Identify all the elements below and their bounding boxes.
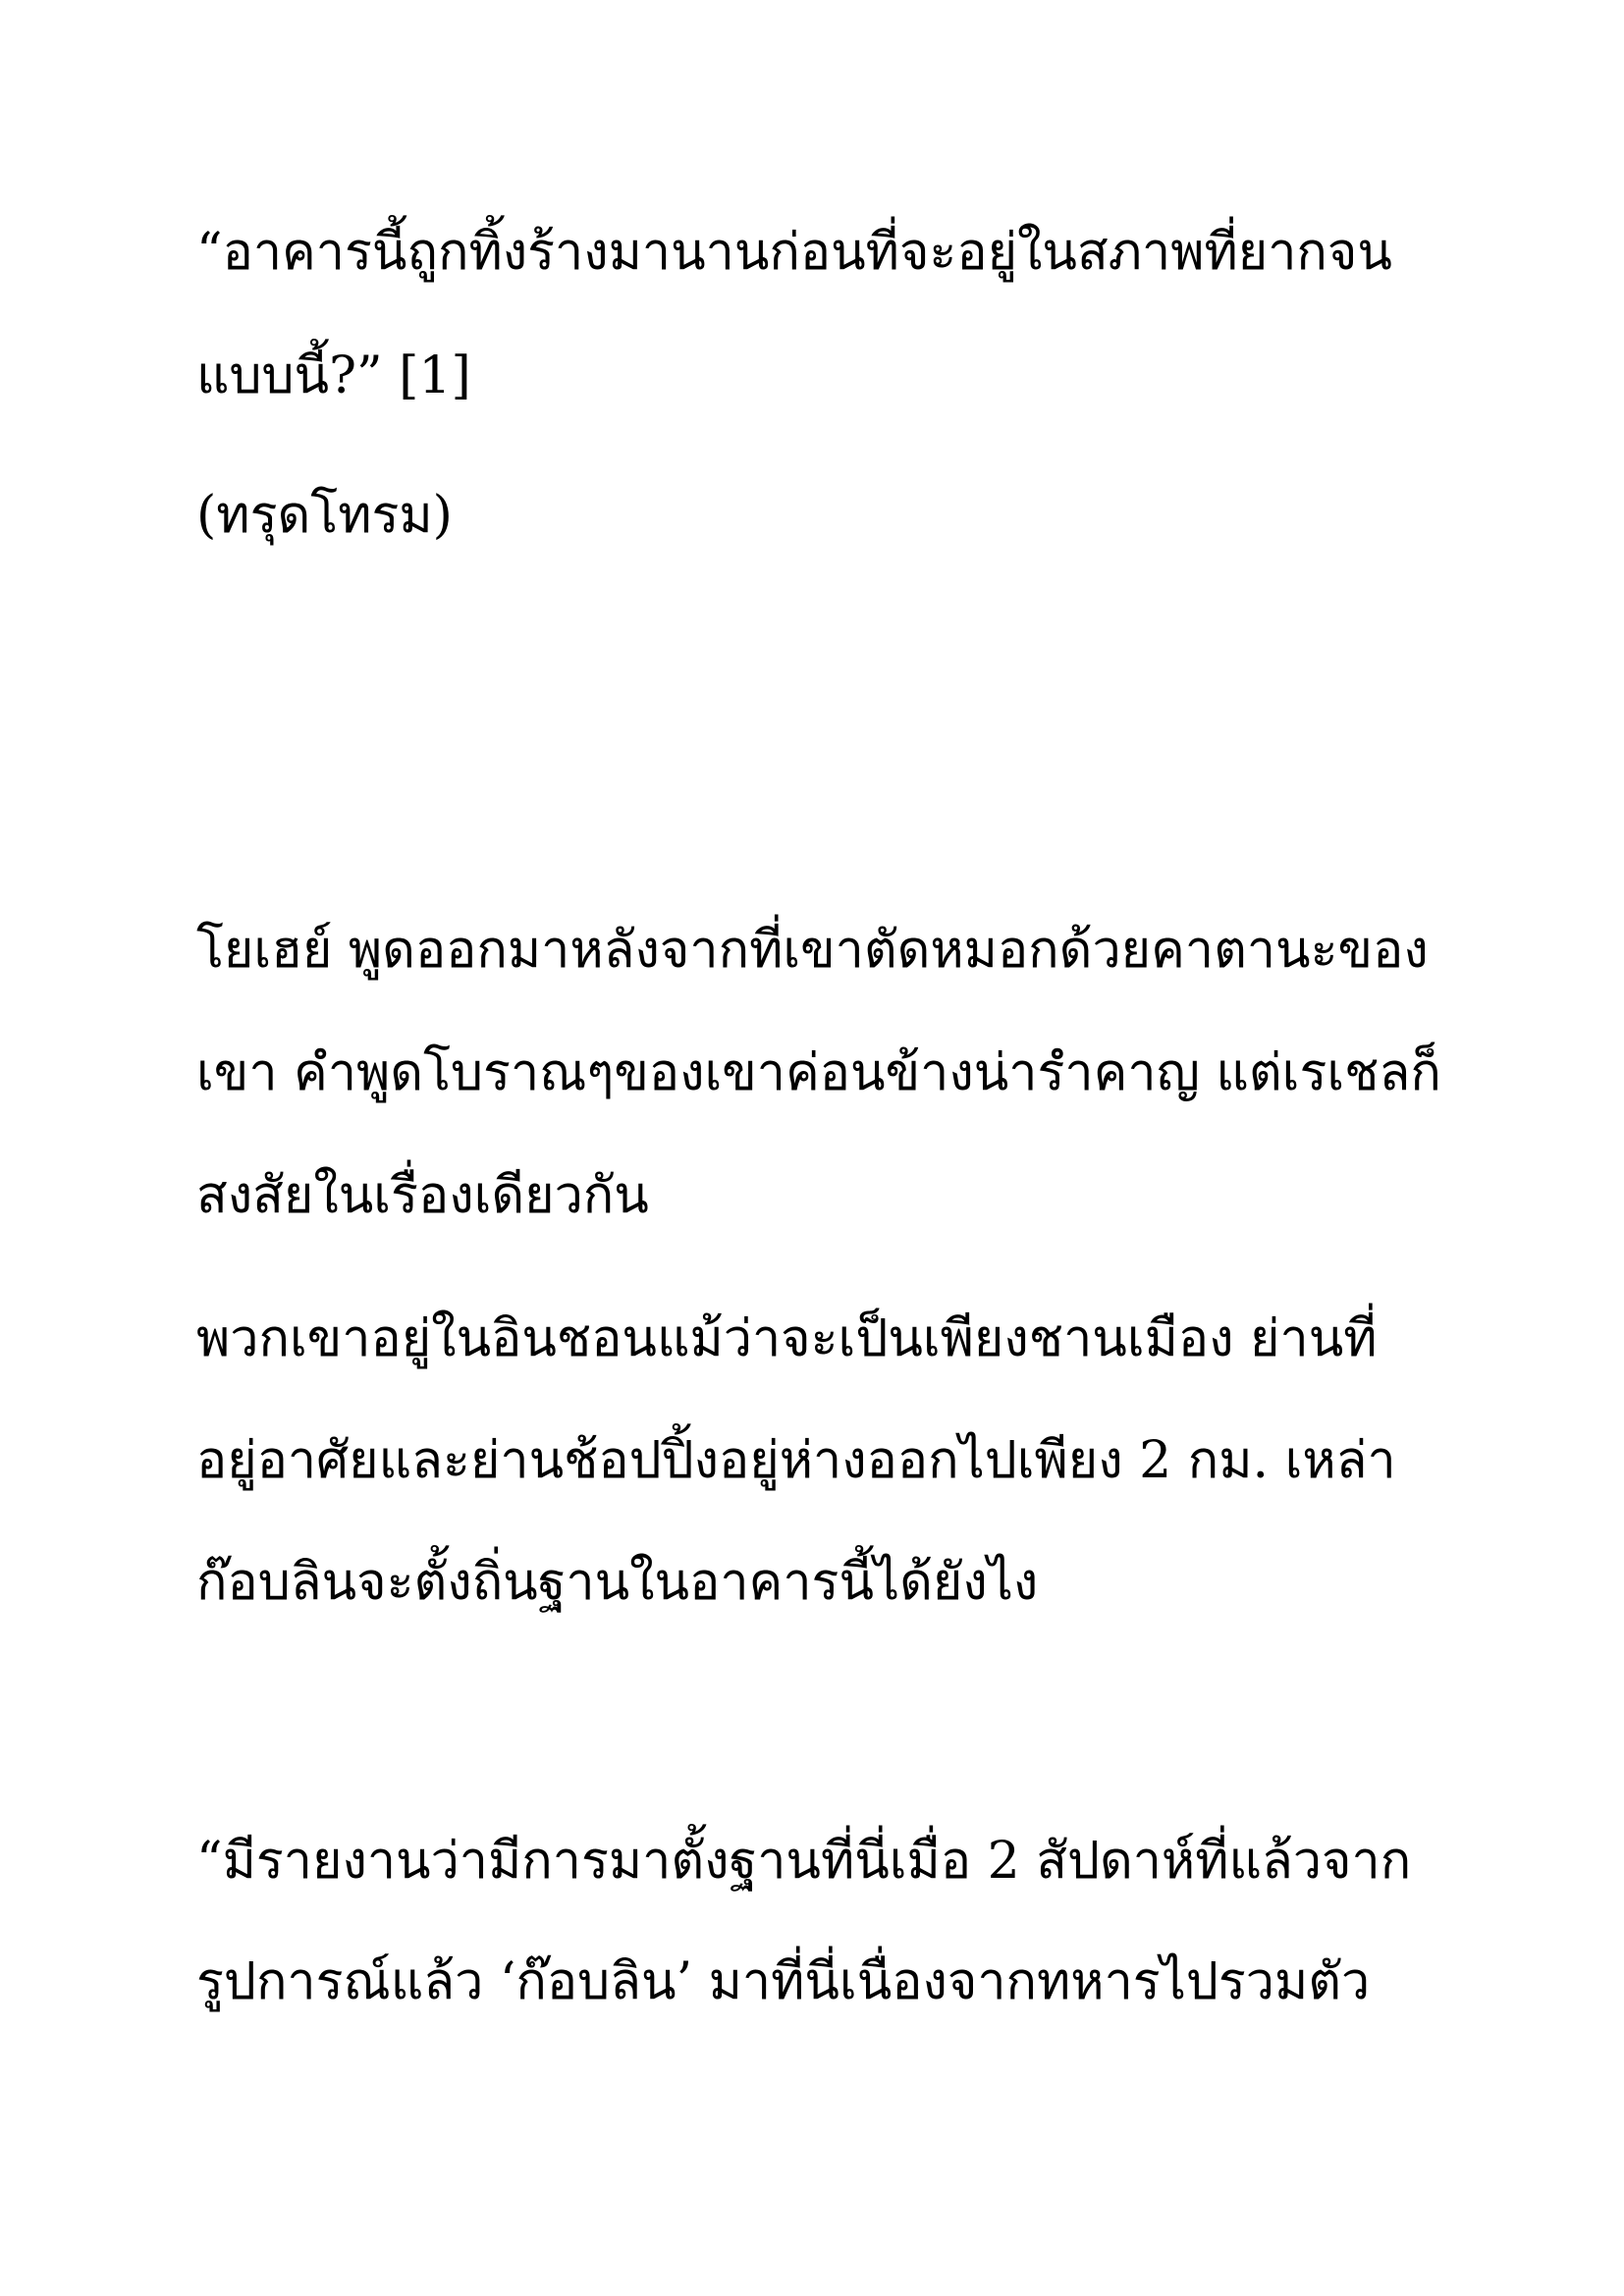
text-line: เขา คำพูดโบราณๆของเขาค่อนข้างน่ารำคาญ แต่เรเชลก็ xyxy=(196,1043,1441,1102)
text-line: พวกเขาอยู่ในอินชอนแม้ว่าจะเป็นเพียงชานเมือง ย่านที่ xyxy=(196,1309,1378,1368)
text-line: รูปการณ์แล้ว ‘ก๊อบลิน’ มาที่นี่เนื่องจากทหารไปรวมตัว xyxy=(196,1952,1371,2011)
text-line: ก๊อบลินจะตั้งถิ่นฐานในอาคารนี้ได้ยังไง xyxy=(196,1553,1039,1612)
text-line: แบบนี้?” [1] xyxy=(196,347,471,405)
text-line: “อาคารนี้ถูกทิ้งร้างมานานก่อนที่จะอยู่ในสภาพที่ยากจน xyxy=(196,223,1392,282)
text-line: (ทรุดโทรม) xyxy=(196,486,453,545)
text-line: สงสัยในเรื่องเดียวกัน xyxy=(196,1166,649,1225)
text-line: “มีรายงานว่ามีการมาตั้งฐานที่นี่เมื่อ 2 สัปดาห์ที่แล้วจาก xyxy=(196,1832,1412,1891)
text-line: อยู่อาศัยและย่านช้อปปิ้งอยู่ห่างออกไปเพียง 2 กม. เหล่า xyxy=(196,1431,1396,1490)
text-line: โยเฮย์ พูดออกมาหลังจากที่เขาตัดหมอกด้วยคาตานะของ xyxy=(196,921,1429,980)
